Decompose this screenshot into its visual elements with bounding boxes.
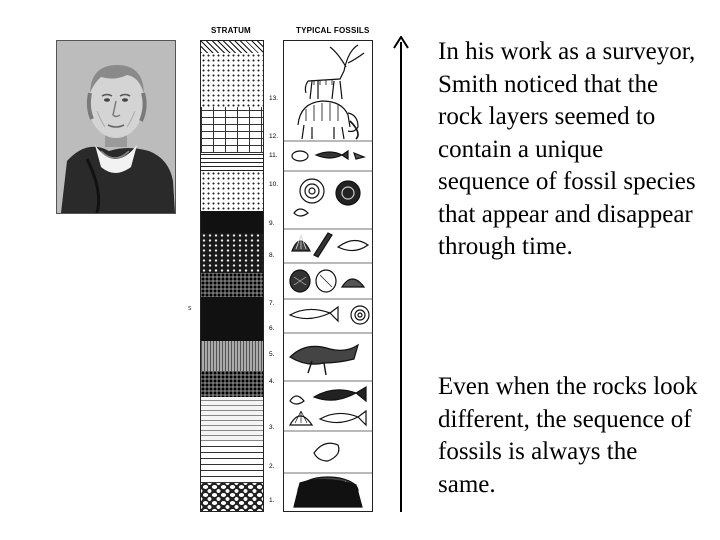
- stratum-layer: [201, 483, 263, 512]
- stratum-column-header: STRATUM: [211, 26, 251, 35]
- stratum-layer: [201, 273, 263, 297]
- layer-number: 5.: [269, 351, 275, 358]
- deer-skeleton-icon: [305, 45, 364, 99]
- stray-mark: s: [188, 305, 192, 312]
- brachiopod-icon: [316, 270, 336, 292]
- stratum-layer: [201, 371, 263, 397]
- stratum-layer: [201, 233, 263, 273]
- caption-paragraph-2: Even when the rocks look different, the sequence of fossils is always the same.: [438, 373, 698, 498]
- fossil-shard-icon: [354, 153, 364, 159]
- oyster-shell-icon: [338, 240, 368, 250]
- ichthyosaur-icon: [290, 345, 358, 364]
- scallop-shell-icon: [292, 235, 310, 251]
- brachiopod-icon: [290, 270, 310, 292]
- fossil-fish-icon: [320, 411, 366, 425]
- stratum-layer: [201, 171, 263, 211]
- stratum-layer: [201, 211, 263, 233]
- mammoth-skeleton-icon: [298, 101, 358, 139]
- stratum-layer: [201, 441, 263, 483]
- fossil-fish-icon: [314, 387, 366, 401]
- ammonite-icon: [351, 306, 369, 324]
- ammonite-icon: [336, 181, 360, 205]
- fossil-tooth-icon: [292, 151, 308, 161]
- layer-number: 1.: [269, 497, 275, 504]
- stratum-layer: [201, 53, 263, 107]
- layer-number: 7.: [269, 300, 275, 307]
- layer-number: 11.: [269, 152, 278, 159]
- layer-number: 8.: [269, 252, 275, 259]
- caption-paragraph-1: In his work as a surveyor, Smith noticed that the rock layers seemed to contain a unique sequence of fossil species that appear and disappear through time.: [438, 38, 696, 260]
- fossil-bivalve-icon: [294, 479, 362, 507]
- layer-number: 3.: [269, 424, 275, 431]
- fossil-fish-icon: [316, 151, 348, 159]
- fossil-shell-icon: [294, 209, 308, 216]
- stratum-column: [200, 40, 264, 512]
- fossil-fish-icon: [290, 307, 338, 321]
- layer-number: 2.: [269, 463, 275, 470]
- layer-number: 13.: [269, 95, 279, 102]
- layer-number: 6.: [269, 325, 275, 332]
- typical-fossils-column: [283, 40, 373, 512]
- stratum-layer: [201, 397, 263, 441]
- stratum-layer: [201, 297, 263, 341]
- scallop-shell-icon: [290, 411, 312, 425]
- layer-number: 4.: [269, 378, 275, 385]
- stratum-layer: [201, 341, 263, 371]
- layer-number: 9.: [269, 220, 275, 227]
- fossil-shell-icon: [290, 396, 304, 404]
- portrait-william-smith: [56, 40, 176, 214]
- layer-number: 10.: [269, 181, 279, 188]
- time-arrow: [391, 36, 411, 512]
- stratum-layer: [201, 41, 263, 53]
- stratum-layer: [201, 153, 263, 171]
- stratum-layer: [201, 107, 263, 153]
- layer-number: 12.: [269, 133, 279, 140]
- fossil-shell-icon: [342, 279, 364, 287]
- fossil-crinoid-icon: [314, 443, 339, 461]
- ammonite-icon: [300, 179, 324, 203]
- belemnite-icon: [314, 233, 332, 257]
- typical-fossils-column-header: TYPICAL FOSSILS: [296, 26, 370, 35]
